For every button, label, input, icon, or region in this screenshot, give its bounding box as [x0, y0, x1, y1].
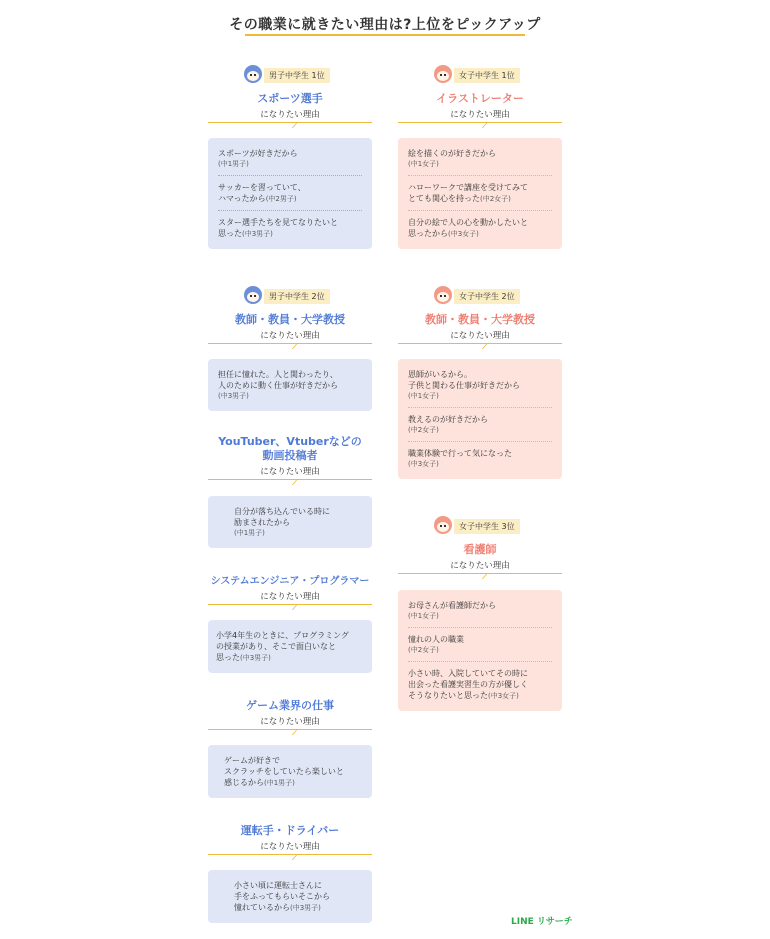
- reason-text: ゲームが好きで スクラッチをしていたら楽しいと 感じるから: [224, 756, 344, 787]
- girl-avatar-icon: [434, 65, 452, 83]
- reason-item: [218, 142, 362, 175]
- respondent-label: (中3女子): [408, 460, 439, 468]
- reason-label: になりたい理由: [450, 331, 510, 341]
- reason-box: [208, 359, 372, 411]
- reason-text: サッカーを習っていて、 ハマったから: [218, 183, 306, 203]
- respondent-label: (中3女子): [448, 230, 479, 238]
- reason-text: スポーツが好きだから: [218, 149, 298, 158]
- rank-badge: 男子中学生 1位: [264, 68, 330, 83]
- rank-badge: 女子中学生 3位: [454, 519, 520, 534]
- respondent-label: (中1女子): [408, 612, 439, 620]
- reason-text: 自分が落ち込んでいる時に 励まされたから: [234, 507, 330, 527]
- reason-text: ハローワークで講座を受けてみて とても関心を持った: [408, 183, 528, 203]
- reason-text: スター選手たちを見てなりたいと 思った: [218, 218, 338, 238]
- reason-item: [234, 500, 362, 544]
- section-divider: [208, 854, 372, 855]
- reason-text: 担任に憧れた。人と関わったり、 人のために動く仕事が好きだから: [218, 370, 338, 390]
- respondent-label: (中1男子): [264, 779, 295, 787]
- respondent-label: (中2女子): [408, 426, 439, 434]
- reason-text: 職業体験で行って気になった: [408, 449, 512, 458]
- girls-rank-1-header: [398, 65, 562, 85]
- reason-item: [408, 363, 552, 407]
- job-title: スポーツ選手: [257, 92, 323, 105]
- job-title: YouTuber、Vtuberなどの 動画投稿者: [218, 435, 362, 462]
- boy-avatar-icon: [244, 286, 262, 304]
- reason-item: [408, 594, 552, 627]
- respondent-label: (中3女子): [488, 692, 519, 700]
- section-divider: [208, 343, 372, 344]
- rank-badge: 女子中学生 1位: [454, 68, 520, 83]
- reason-item: [218, 363, 362, 407]
- reason-item: [408, 661, 552, 707]
- rank-badge: 女子中学生 2位: [454, 289, 520, 304]
- respondent-label: (中3男子): [218, 392, 249, 400]
- respondent-label: (中1男子): [218, 160, 249, 168]
- respondent-label: (中2男子): [265, 195, 297, 203]
- reason-text: 憧れの人の職業: [408, 635, 464, 644]
- boys-rank-2-header: [208, 286, 372, 306]
- reason-box: [208, 620, 372, 673]
- girl-avatar-icon: [434, 516, 452, 534]
- section-divider: [208, 479, 372, 480]
- reason-box: [208, 496, 372, 548]
- job-title: 教師・教員・大学教授: [235, 313, 345, 326]
- job-title: 教師・教員・大学教授: [425, 313, 535, 326]
- section-divider: [208, 604, 372, 605]
- reason-text: お母さんが看護師だから: [408, 601, 496, 610]
- reason-box: [398, 138, 562, 249]
- section-divider: [398, 122, 562, 123]
- reason-label: になりたい理由: [260, 717, 320, 727]
- reason-label: になりたい理由: [260, 110, 320, 120]
- reason-box: [398, 359, 562, 479]
- reason-item: [216, 624, 362, 669]
- boys-rank-1-header: [208, 65, 372, 85]
- reason-label: になりたい理由: [450, 561, 510, 571]
- respondent-label: (中3男子): [240, 654, 271, 662]
- respondent-label: (中1女子): [408, 392, 439, 400]
- reason-item: [408, 210, 552, 245]
- job-title: 運転手・ドライバー: [240, 824, 340, 837]
- respondent-label: (中1男子): [234, 529, 265, 537]
- section-divider: [398, 343, 562, 344]
- reason-item: [408, 175, 552, 210]
- reason-text: 絵を描くのが好きだから: [408, 149, 496, 158]
- respondent-label: (中1女子): [408, 160, 439, 168]
- page-title: その職業に就きたい理由は?上位をピックアップ: [229, 17, 541, 33]
- reason-box: [398, 590, 562, 711]
- reason-item: [224, 749, 362, 794]
- respondent-label: (中3男子): [242, 230, 273, 238]
- reason-item: [408, 441, 552, 475]
- reason-label: になりたい理由: [260, 592, 320, 602]
- girls-rank-2-header: [398, 286, 562, 306]
- section-divider: [398, 573, 562, 574]
- reason-text: 自分の絵で人の心を動かしたいと 思ったから: [408, 218, 528, 238]
- respondent-label: (中2女子): [480, 195, 511, 203]
- reason-text: 小さい時、入院していてその時に 出会った看護実習生の方が優しく そうなりたいと思った: [408, 669, 528, 700]
- boy-avatar-icon: [244, 65, 262, 83]
- job-title: 看護師: [463, 543, 497, 556]
- reason-label: になりたい理由: [260, 842, 320, 852]
- reason-box: [208, 870, 372, 923]
- job-title: システムエンジニア・プログラマー: [210, 576, 370, 587]
- reason-text: 教えるのが好きだから: [408, 415, 488, 424]
- reason-item: [408, 627, 552, 661]
- reason-label: になりたい理由: [450, 110, 510, 120]
- reason-item: [218, 175, 362, 210]
- reason-label: になりたい理由: [260, 331, 320, 341]
- rank-badge: 男子中学生 2位: [264, 289, 330, 304]
- reason-label: になりたい理由: [260, 467, 320, 477]
- job-title: イラストレーター: [436, 92, 524, 105]
- reason-item: [408, 142, 552, 175]
- title-underline: [245, 34, 525, 36]
- section-divider: [208, 122, 372, 123]
- girls-rank-3-header: [398, 516, 562, 536]
- reason-item: [234, 874, 362, 919]
- reason-text: 恩師がいるから。 子供と関わる仕事が好きだから: [408, 370, 520, 390]
- reason-box: [208, 745, 372, 798]
- reason-item: [408, 407, 552, 441]
- reason-item: [218, 210, 362, 245]
- job-title: ゲーム業界の仕事: [246, 699, 334, 712]
- line-research-logo: LINE リサーチ: [511, 917, 573, 927]
- reason-text: 小さい頃に運転士さんに 手をふってもらいそこから 憧れているから: [234, 881, 330, 912]
- respondent-label: (中3男子): [290, 904, 321, 912]
- respondent-label: (中2女子): [408, 646, 439, 654]
- reason-box: [208, 138, 372, 249]
- section-divider: [208, 729, 372, 730]
- reason-text: 小学4年生のときに、プログラミング の授業があり、そこで面白いなと 思った: [216, 631, 349, 662]
- girl-avatar-icon: [434, 286, 452, 304]
